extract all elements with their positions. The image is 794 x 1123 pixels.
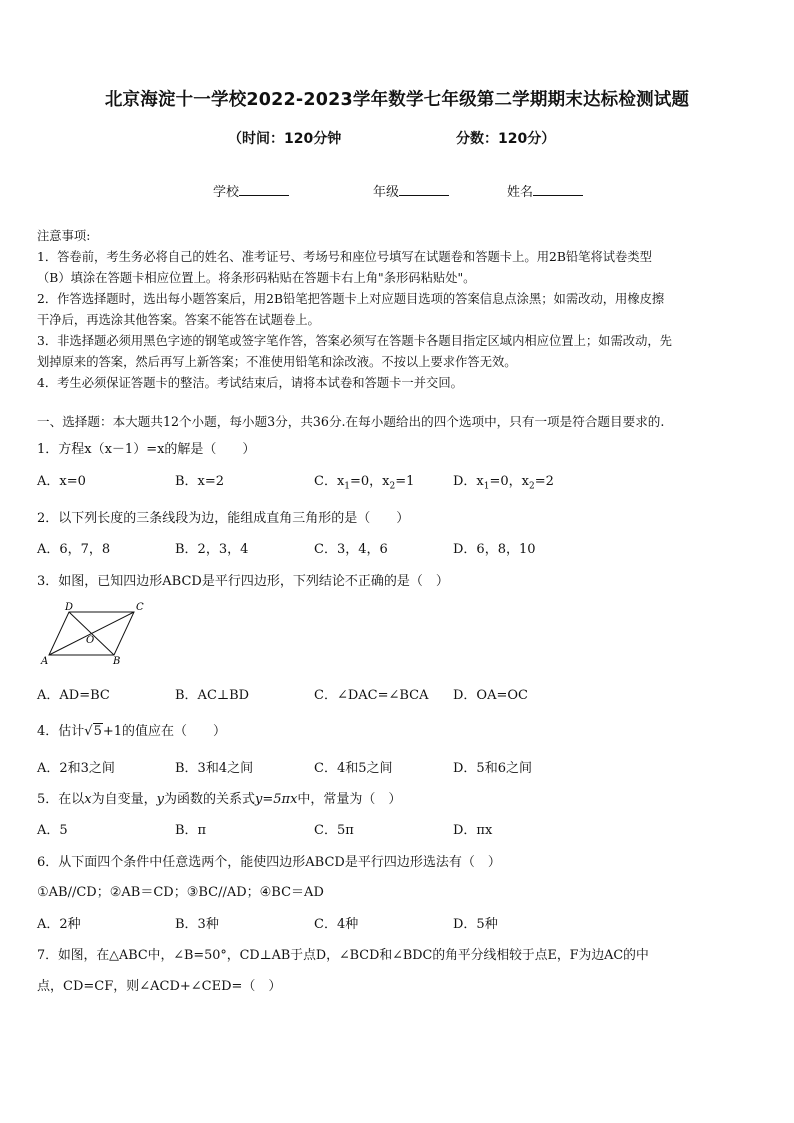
school-field (213, 181, 289, 200)
q4-text: +1的值应在（ ） (102, 724, 227, 739)
question-1-stem: 1．方程x（x－1）=x的解是（ ） (37, 442, 256, 457)
question-5-stem (37, 788, 401, 807)
q4-option-c[interactable]: C．4和5之间 (314, 761, 393, 776)
name-blank[interactable] (533, 183, 583, 196)
question-4-stem (37, 720, 226, 739)
q6-option-c[interactable]: C．4种 (314, 917, 359, 932)
q1-c-text: =0，x (350, 474, 390, 489)
q3-option-c[interactable]: C．∠DAC=∠BCA (314, 688, 429, 703)
subscript: 2 (529, 481, 535, 492)
q2-option-b[interactable]: B．2，3，4 (175, 542, 249, 557)
question-3-stem: 3．如图，已知四边形ABCD是平行四边形，下列结论不正确的是（ ） (37, 574, 449, 589)
q1-option-c[interactable] (314, 470, 414, 492)
subscript: 1 (483, 481, 490, 492)
vertex-label-d: D (65, 602, 74, 613)
question-7-line-1: 7．如图，在△ABC中，∠B=50°，CD⊥AB于点D，∠BCD和∠BDC的角平分线相较于点E，F为边AC的中 (37, 948, 649, 963)
q1-c-text: C．x (314, 474, 345, 489)
notes-line: 干净后，再选涂其他答案。答案不能答在试题卷上。 (37, 313, 320, 327)
q5-text: 为函数的关系式 (164, 792, 256, 807)
question-6-conditions: ①AB//CD；②AB＝CD；③BC//AD；④BC＝AD (37, 885, 324, 900)
q5-option-a[interactable]: A．5 (37, 823, 68, 838)
notes-line: 4．考生必须保证答题卡的整洁。考试结束后，请将本试卷和答题卡一并交回。 (37, 376, 463, 390)
question-2-stem: 2．以下列长度的三条线段为边，能组成直角三角形的是（ ） (37, 511, 410, 526)
q3-option-a[interactable]: A．AD=BC (37, 688, 110, 703)
name-label: 姓名 (507, 185, 534, 200)
q1-d-text: =2 (534, 474, 554, 489)
q4-option-a[interactable]: A．2和3之间 (37, 761, 115, 776)
question-6-stem: 6．从下面四个条件中任意选两个，能使四边形ABCD是平行四边形选法有（ ） (37, 855, 501, 870)
q5-formula: y=5πx (255, 792, 298, 807)
exam-title: 北京海淀十一学校2022-2023学年数学七年级第二学期期末达标检测试题 (104, 90, 690, 110)
q3-option-b[interactable]: B．AC⊥BD (175, 688, 250, 703)
score-label: 分数：120分） (456, 131, 556, 147)
q4-text: 4．估计 (37, 724, 85, 739)
vertex-label-c: C (136, 602, 144, 613)
q1-c-text: =1 (395, 474, 415, 489)
q5-option-c[interactable]: C．5π (314, 823, 354, 838)
diagonal-bd (69, 612, 114, 655)
q5-text: 为自变量， (91, 792, 157, 807)
q5-text: 中，常量为（ ） (297, 792, 402, 807)
q5-var: x (84, 792, 92, 807)
sqrt-radicand: 5 (93, 724, 102, 739)
time-label: （时间：120分钟 (228, 131, 342, 147)
notes-line: 1．答卷前，考生务必将自己的姓名、准考证号、考场号和座位号填写在试题卷和答题卡上。用2B铅笔将试卷类型 (37, 250, 652, 264)
q1-d-text: D．x (453, 474, 484, 489)
notes-line: 3．非选择题必须用黑色字迹的钢笔或签字笔作答，答案必须写在答题卡各题目指定区域内相应位置上；如需改动，先 (37, 334, 672, 348)
subscript: 2 (389, 481, 396, 492)
q6-option-d[interactable]: D．5种 (453, 917, 498, 932)
vertex-label-a: A (41, 656, 49, 667)
q1-option-b[interactable]: B．x=2 (175, 474, 225, 489)
parallelogram-diagram (37, 598, 147, 668)
q2-option-a[interactable]: A．6，7，8 (37, 542, 111, 557)
school-blank[interactable] (239, 183, 289, 196)
q5-var: y (156, 792, 164, 807)
notes-line: 划掉原来的答案，然后再写上新答案；不准使用铅笔和涂改液。不按以上要求作答无效。 (37, 355, 517, 369)
name-field (507, 181, 583, 200)
sqrt-expression: √5 (84, 724, 102, 739)
q5-option-b[interactable]: B．π (175, 823, 207, 838)
notes-block (37, 226, 759, 394)
notes-line: （B）填涂在答题卡相应位置上。将条形码粘贴在答题卡右上角"条形码粘贴处"。 (37, 271, 476, 285)
center-label-o: O (86, 635, 95, 646)
q5-option-d[interactable]: D．πx (453, 823, 493, 838)
q2-option-c[interactable]: C．3，4，6 (314, 542, 388, 557)
q1-option-a[interactable]: A．x=0 (37, 474, 86, 489)
school-label: 学校 (213, 185, 240, 200)
subscript: 1 (344, 481, 351, 492)
grade-blank[interactable] (399, 183, 449, 196)
q2-option-d[interactable]: D．6，8，10 (453, 542, 536, 557)
grade-field (373, 181, 449, 200)
q1-d-text: =0，x (489, 474, 529, 489)
grade-label: 年级 (373, 185, 400, 200)
q3-option-d[interactable]: D．OA=OC (453, 688, 528, 703)
vertex-label-b: B (113, 656, 121, 667)
notes-heading: 注意事项: (37, 229, 91, 243)
question-7-line-2: 点，CD=CF，则∠ACD+∠CED=（ ） (37, 979, 282, 994)
q4-option-d[interactable]: D．5和6之间 (453, 761, 532, 776)
q4-option-b[interactable]: B．3和4之间 (175, 761, 254, 776)
section-heading: 一、选择题：本大题共12个小题，每小题3分，共36分.在每小题给出的四个选项中，只有一项是符合题目要求的. (37, 414, 665, 429)
notes-line: 2．作答选择题时，选出每小题答案后，用2B铅笔把答题卡上对应题目选项的答案信息点涂黑；如需改动，用橡皮擦 (37, 292, 665, 306)
q6-option-b[interactable]: B．3种 (175, 917, 219, 932)
q6-option-a[interactable]: A．2种 (37, 917, 81, 932)
q1-option-d[interactable] (453, 470, 554, 492)
q5-text: 5．在以 (37, 792, 85, 807)
